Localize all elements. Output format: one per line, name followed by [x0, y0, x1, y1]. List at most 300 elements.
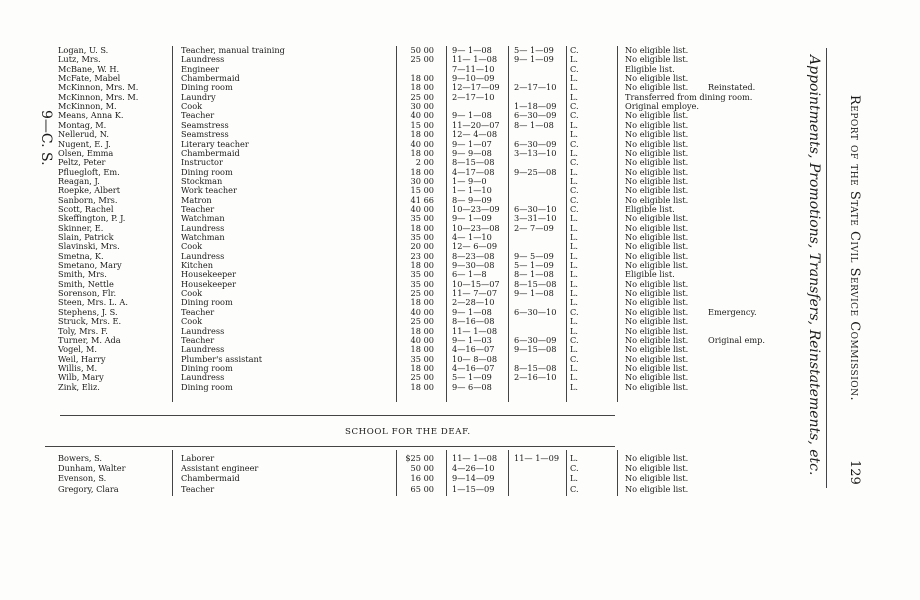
table-row — [0, 186, 790, 195]
status-code: L. — [570, 74, 579, 84]
table-row — [0, 383, 790, 392]
table-row — [0, 252, 790, 261]
salary-value: 18 00 — [410, 148, 434, 158]
salary-value: 30 00 — [410, 102, 434, 112]
separation-date: 8—15—08 — [514, 363, 557, 373]
salary-value: 18 00 — [410, 382, 434, 392]
remark-text: No eligible list. — [625, 186, 689, 196]
status-code: C. — [570, 204, 579, 214]
salary-value: 40 00 — [410, 139, 434, 149]
employee-name: Stephens, J. S. — [58, 307, 118, 317]
status-code: L. — [570, 345, 579, 355]
salary-value: 25 00 — [410, 55, 434, 65]
remark-text: No eligible list. — [625, 74, 689, 84]
status-code: C. — [570, 46, 579, 55]
appointment-date: 2—17—10 — [452, 92, 495, 102]
employee-name: Lutz, Mrs. — [58, 55, 101, 65]
table-row — [0, 317, 790, 326]
employee-name: Peltz, Peter — [58, 158, 106, 168]
appointment-date: 5— 1—09 — [452, 373, 492, 383]
appointment-date: 10— 8—08 — [452, 354, 498, 364]
remark-text: No eligible list. — [625, 363, 689, 373]
table-row — [0, 261, 790, 270]
remark-text: No eligible list. — [625, 148, 689, 158]
remark-text: No eligible list. — [625, 474, 689, 484]
appointment-date: 11— 7—07 — [452, 289, 498, 299]
status-code: L. — [570, 233, 579, 242]
salary-value: 18 00 — [410, 298, 434, 308]
status-code: L. — [570, 261, 579, 271]
table-row — [0, 46, 790, 55]
table-row — [0, 158, 790, 167]
appointment-date: 10—15—07 — [452, 279, 500, 289]
position-title: Laundress — [181, 55, 225, 65]
table-row — [0, 474, 790, 483]
separation-date: 6—30—09 — [514, 335, 557, 345]
separation-date: 9— 1—08 — [514, 289, 554, 299]
separation-date: 6—30—09 — [514, 139, 557, 149]
position-title: Teacher — [181, 335, 215, 345]
employee-name: Pfluegloft, Em. — [58, 167, 120, 177]
table-row — [0, 83, 790, 92]
salary-value: 25 00 — [410, 289, 434, 299]
remark-text: No eligible list. — [625, 242, 689, 252]
position-title: Teacher — [181, 204, 215, 214]
employee-name: Slain, Patrick — [58, 233, 114, 242]
remark-text: No eligible list. — [625, 464, 689, 474]
remark-text: No eligible list. — [625, 454, 689, 463]
remark-text: No eligible list. — [625, 345, 689, 355]
employee-name: Means, Anna K. — [58, 111, 124, 121]
table-row — [0, 280, 790, 289]
table-row — [0, 373, 790, 382]
margin-mark: 9—C. S. — [38, 110, 54, 166]
appointment-date: 9—14—09 — [452, 474, 495, 484]
status-code: L. — [570, 326, 579, 336]
status-code: C. — [570, 354, 579, 364]
appointment-date: 8— 9—09 — [452, 195, 492, 205]
remark-note: Original emp. — [708, 335, 765, 345]
employee-name: Logan, U. S. — [58, 46, 109, 55]
position-title: Cook — [181, 242, 203, 252]
appointment-date: 9— 1—08 — [452, 307, 492, 317]
table-row — [0, 121, 790, 130]
remark-note: Reinstated. — [708, 83, 756, 93]
status-code: C. — [570, 195, 579, 205]
salary-value: 20 00 — [410, 242, 434, 252]
employee-name: Gregory, Clara — [58, 484, 119, 494]
remark-text: No eligible list. — [625, 251, 689, 261]
position-title: Chambermaid — [181, 474, 240, 484]
remark-text: No eligible list. — [625, 214, 689, 224]
table-row — [0, 168, 790, 177]
remark-text: Eligible list. — [625, 204, 675, 214]
salary-value: 18 00 — [410, 223, 434, 233]
salary-value: 40 00 — [410, 204, 434, 214]
separation-date: 2— 7—09 — [514, 223, 554, 233]
appointment-date: 8—16—08 — [452, 317, 495, 327]
position-title: Teacher — [181, 484, 215, 494]
salary-value: 23 00 — [410, 251, 434, 261]
status-code: L. — [570, 167, 579, 177]
employee-name: Roepke, Albert — [58, 186, 121, 196]
status-code: C. — [570, 335, 579, 345]
remark-text: No eligible list. — [625, 46, 689, 55]
position-title: Housekeeper — [181, 270, 237, 280]
employee-name: McBane, W. H. — [58, 64, 120, 74]
table-row — [0, 336, 790, 345]
separation-date: 6—30—10 — [514, 307, 557, 317]
appointment-date: 9—30—08 — [452, 261, 495, 271]
position-title: Teacher, manual training — [181, 46, 285, 55]
separation-date: 2—17—10 — [514, 83, 557, 93]
position-title: Chambermaid — [181, 74, 240, 84]
employee-name: Skeffington, P. J. — [58, 214, 126, 224]
employee-name: Steen, Mrs. L. A. — [58, 298, 128, 308]
status-code: L. — [570, 223, 579, 233]
side-heading: Appointments, Promotions, Transfers, Reinstatements, etc. — [806, 55, 822, 476]
position-title: Assistant engineer — [181, 464, 259, 474]
position-title: Housekeeper — [181, 279, 237, 289]
status-code: C. — [570, 102, 579, 112]
status-code: L. — [570, 130, 579, 140]
position-title: Watchman — [181, 233, 225, 242]
remark-text: No eligible list. — [625, 317, 689, 327]
status-code: L. — [570, 148, 579, 158]
salary-value: 18 00 — [410, 345, 434, 355]
position-title: Matron — [181, 195, 212, 205]
employee-name: Struck, Mrs. E. — [58, 317, 122, 327]
salary-value: 18 00 — [410, 261, 434, 271]
appointment-date: 11— 1—08 — [452, 454, 498, 463]
status-code: L. — [570, 92, 579, 102]
appointment-date: 1— 9—0 — [452, 176, 487, 186]
table-row — [0, 149, 790, 158]
table-row — [0, 102, 790, 111]
remark-text: Transferred from dining room. — [625, 92, 753, 102]
status-code: L. — [570, 270, 579, 280]
section-divider — [45, 446, 615, 447]
separation-date: 8— 1—08 — [514, 120, 554, 130]
separation-date: 5— 1—09 — [514, 261, 554, 271]
position-title: Chambermaid — [181, 148, 240, 158]
remark-text: No eligible list. — [625, 120, 689, 130]
running-header: Report of the State Civil Service Commission. — [847, 95, 862, 402]
appointment-date: 9— 1—08 — [452, 46, 492, 55]
appointment-date: 9—10—09 — [452, 74, 495, 84]
remark-text: No eligible list. — [625, 111, 689, 121]
position-title: Laundress — [181, 326, 225, 336]
section-title: SCHOOL FOR THE DEAF. — [345, 427, 471, 437]
table-row — [0, 345, 790, 354]
employee-name: Smetano, Mary — [58, 261, 122, 271]
table-row — [0, 454, 790, 463]
employee-name: Zink, Eliz. — [58, 382, 100, 392]
employee-name: Reagan, J. — [58, 176, 100, 186]
status-code: C. — [570, 158, 579, 168]
position-title: Kitchen — [181, 261, 214, 271]
separation-date: 8—15—08 — [514, 279, 557, 289]
position-title: Cook — [181, 102, 203, 112]
position-title: Teacher — [181, 307, 215, 317]
salary-value: 50 00 — [410, 46, 434, 55]
position-title: Stockman — [181, 176, 223, 186]
status-code: L. — [570, 289, 579, 299]
status-code: L. — [570, 176, 579, 186]
table-row — [0, 242, 790, 251]
employee-name: McFate, Mabel — [58, 74, 121, 84]
salary-value: 18 00 — [410, 83, 434, 93]
table-row — [0, 308, 790, 317]
employee-name: Sorenson, Flr. — [58, 289, 117, 299]
salary-value: 35 00 — [410, 354, 434, 364]
salary-value: 35 00 — [410, 233, 434, 242]
appointment-date: 4— 1—10 — [452, 233, 492, 242]
page-number: 129 — [847, 460, 862, 485]
separation-date: 9—15—08 — [514, 345, 557, 355]
position-title: Seamstress — [181, 120, 229, 130]
remark-text: No eligible list. — [625, 83, 689, 93]
appointment-date: 11—20—07 — [452, 120, 500, 130]
salary-value: 25 00 — [410, 317, 434, 327]
employee-name: Vogel, M. — [58, 345, 97, 355]
separation-date: 8— 1—08 — [514, 270, 554, 280]
appointment-date: 12— 4—08 — [452, 130, 498, 140]
salary-value: 2 00 — [415, 158, 434, 168]
employee-name: McKinnon, Mrs. M. — [58, 83, 139, 93]
salary-value: 35 00 — [410, 214, 434, 224]
status-code: C. — [570, 484, 579, 494]
table-row — [0, 289, 790, 298]
salary-value: 15 00 — [410, 120, 434, 130]
employee-name: McKinnon, M. — [58, 102, 117, 112]
employee-name: Willis, M. — [58, 363, 98, 373]
position-title: Cook — [181, 317, 203, 327]
remark-text: No eligible list. — [625, 223, 689, 233]
appointment-date: 10—23—08 — [452, 223, 500, 233]
employee-name: Smith, Nettle — [58, 279, 114, 289]
appointment-date: 1—15—09 — [452, 484, 495, 494]
separation-date: 3—13—10 — [514, 148, 557, 158]
remark-note: Emergency. — [708, 307, 757, 317]
status-code: L. — [570, 363, 579, 373]
section-divider — [60, 415, 615, 416]
remark-text: No eligible list. — [625, 298, 689, 308]
table-row — [0, 130, 790, 139]
status-code: C. — [570, 307, 579, 317]
appointment-date: 10—23—09 — [452, 204, 500, 214]
table-row — [0, 93, 790, 102]
table-row — [0, 224, 790, 233]
position-title: Literary teacher — [181, 139, 249, 149]
table-row — [0, 55, 790, 64]
employee-name: Sanborn, Mrs. — [58, 195, 118, 205]
appointment-date: 4—26—10 — [452, 464, 495, 474]
status-code: L. — [570, 242, 579, 252]
table-row — [0, 74, 790, 83]
table-row — [0, 65, 790, 74]
appointment-date: 9— 9—08 — [452, 148, 492, 158]
remark-text: No eligible list. — [625, 130, 689, 140]
position-title: Seamstress — [181, 130, 229, 140]
remark-text: No eligible list. — [625, 233, 689, 242]
separation-date: 11— 1—09 — [514, 454, 560, 463]
separation-date: 6—30—09 — [514, 111, 557, 121]
remark-text: No eligible list. — [625, 279, 689, 289]
salary-value: 18 00 — [410, 130, 434, 140]
appointment-date: 9— 1—07 — [452, 139, 492, 149]
separation-date: 9— 1—09 — [514, 55, 554, 65]
position-title: Laborer — [181, 454, 215, 463]
remark-text: No eligible list. — [625, 326, 689, 336]
position-title: Work teacher — [181, 186, 237, 196]
salary-value: 40 00 — [410, 335, 434, 345]
salary-value: 18 00 — [410, 167, 434, 177]
separation-date: 5— 1—09 — [514, 46, 554, 55]
remark-text: No eligible list. — [625, 167, 689, 177]
remark-text: No eligible list. — [625, 354, 689, 364]
employee-name: Wilb, Mary — [58, 373, 104, 383]
appointment-date: 9— 1—09 — [452, 214, 492, 224]
table-row — [0, 355, 790, 364]
employee-name: Weil, Harry — [58, 354, 106, 364]
status-code: L. — [570, 279, 579, 289]
salary-value: 35 00 — [410, 270, 434, 280]
position-title: Dining room — [181, 83, 233, 93]
position-title: Plumber's assistant — [181, 354, 263, 364]
salary-value: 18 00 — [410, 74, 434, 84]
status-code: L. — [570, 382, 579, 392]
employee-name: Bowers, S. — [58, 454, 103, 463]
position-title: Watchman — [181, 214, 225, 224]
table-row — [0, 485, 790, 494]
appointment-date: 8—23—08 — [452, 251, 495, 261]
position-title: Laundress — [181, 345, 225, 355]
table-row — [0, 177, 790, 186]
margin-rule — [826, 48, 827, 488]
separation-date: 6—30—10 — [514, 204, 557, 214]
remark-text: No eligible list. — [625, 158, 689, 168]
position-title: Laundry — [181, 92, 216, 102]
position-title: Teacher — [181, 111, 215, 121]
salary-value: 25 00 — [410, 92, 434, 102]
appointment-date: 6— 1—8 — [452, 270, 487, 280]
status-code: L. — [570, 120, 579, 130]
status-code: L. — [570, 454, 579, 463]
salary-value: 65 00 — [410, 484, 434, 494]
status-code: L. — [570, 251, 579, 261]
table-row — [0, 298, 790, 307]
appointment-date: 9— 1—08 — [452, 111, 492, 121]
table-row — [0, 111, 790, 120]
position-title: Cook — [181, 289, 203, 299]
appointment-date: 4—17—08 — [452, 167, 495, 177]
employee-name: Slavinski, Mrs. — [58, 242, 120, 252]
salary-value: 40 00 — [410, 307, 434, 317]
status-code: C. — [570, 186, 579, 196]
position-title: Engineer — [181, 64, 219, 74]
employee-name: Turner, M. Ada — [58, 335, 121, 345]
status-code: C. — [570, 139, 579, 149]
employee-name: Scott, Rachel — [58, 204, 114, 214]
status-code: C. — [570, 111, 579, 121]
employee-name: Toly, Mrs. F. — [58, 326, 108, 336]
position-title: Dining room — [181, 363, 233, 373]
remark-text: No eligible list. — [625, 289, 689, 299]
position-title: Instructor — [181, 158, 223, 168]
appointment-date: 12— 6—09 — [452, 242, 498, 252]
salary-value: 50 00 — [410, 464, 434, 474]
table-row — [0, 214, 790, 223]
appointment-date: 1— 1—10 — [452, 186, 492, 196]
appointment-date: 4—16—07 — [452, 345, 495, 355]
status-code: L. — [570, 317, 579, 327]
table-row — [0, 205, 790, 214]
employee-name: Smetna, K. — [58, 251, 104, 261]
remark-text: Eligible list. — [625, 64, 675, 74]
separation-date: 9— 5—09 — [514, 251, 554, 261]
employee-name: Smith, Mrs. — [58, 270, 107, 280]
position-title: Dining room — [181, 167, 233, 177]
salary-value: 18 00 — [410, 363, 434, 373]
appointment-date: 11— 1—08 — [452, 55, 498, 65]
appointment-date: 9— 1—03 — [452, 335, 492, 345]
remark-text: No eligible list. — [625, 484, 689, 494]
remark-text: Original employe. — [625, 102, 699, 112]
remark-text: No eligible list. — [625, 55, 689, 65]
separation-date: 9—25—08 — [514, 167, 557, 177]
status-code: L. — [570, 214, 579, 224]
remark-text: No eligible list. — [625, 335, 689, 345]
position-title: Laundress — [181, 373, 225, 383]
salary-value: 40 00 — [410, 111, 434, 121]
table-row — [0, 233, 790, 242]
table-row — [0, 270, 790, 279]
appointment-date: 4—16—07 — [452, 363, 495, 373]
table-row — [0, 464, 790, 473]
table-row — [0, 196, 790, 205]
status-code: L. — [570, 55, 579, 65]
separation-date: 1—18—09 — [514, 102, 557, 112]
employee-name: Nellerud, N. — [58, 130, 109, 140]
salary-value: 41 66 — [410, 195, 434, 205]
status-code: L. — [570, 298, 579, 308]
position-title: Dining room — [181, 298, 233, 308]
remark-text: No eligible list. — [625, 307, 689, 317]
table-row — [0, 364, 790, 373]
employee-name: Dunham, Walter — [58, 464, 126, 474]
separation-date: 2—16—10 — [514, 373, 557, 383]
status-code: C. — [570, 464, 579, 474]
salary-value: $25 00 — [405, 454, 434, 463]
salary-value: 30 00 — [410, 176, 434, 186]
remark-text: No eligible list. — [625, 373, 689, 383]
table-row — [0, 327, 790, 336]
employee-name: Nugent, E. J. — [58, 139, 111, 149]
table-row — [0, 140, 790, 149]
employee-name: Montag, M. — [58, 120, 107, 130]
employee-name: McKinnon, Mrs. M. — [58, 92, 139, 102]
position-title: Laundress — [181, 251, 225, 261]
appointment-date: 12—17—09 — [452, 83, 500, 93]
remark-text: No eligible list. — [625, 382, 689, 392]
remark-text: No eligible list. — [625, 176, 689, 186]
status-code: C. — [570, 64, 579, 74]
employee-name: Olsen, Emma — [58, 148, 114, 158]
separation-date: 3—31—10 — [514, 214, 557, 224]
appointment-date: 9— 6—08 — [452, 382, 492, 392]
salary-value: 35 00 — [410, 279, 434, 289]
